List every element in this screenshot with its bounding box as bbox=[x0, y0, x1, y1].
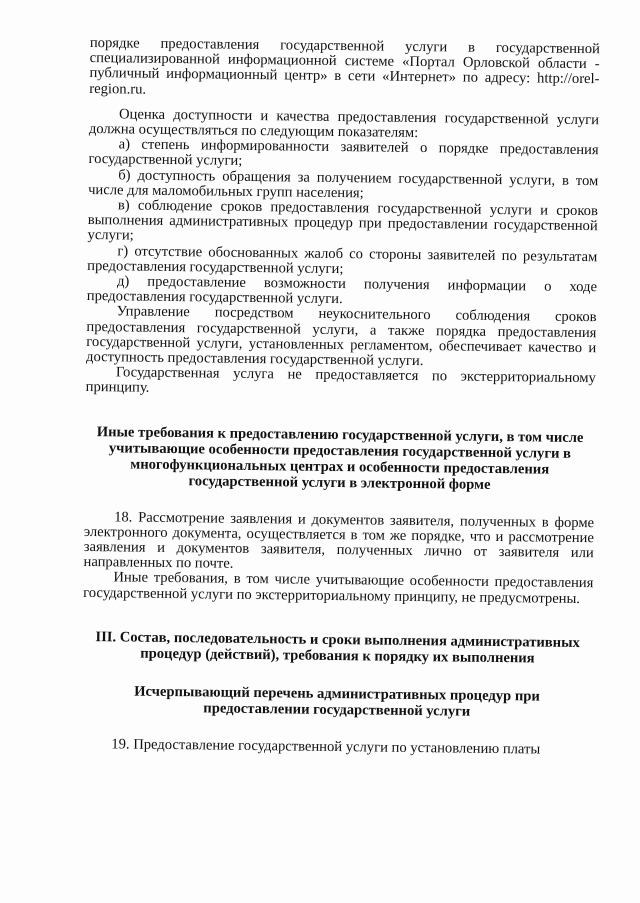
paragraph-indicator-v: в) соблюдение сроков предоставления государственной услуги и сроков выполнения административных процедур при предоставлении государственной услуги; bbox=[87, 197, 598, 244]
heading-section-3: III. Состав, последовательность и сроки выполнения административных процедур (действий), требования к порядку их выполнения bbox=[95, 629, 580, 667]
paragraph-extraterritorial: Государственная услуга не предоставляется по экстерриториальному принципу. bbox=[85, 364, 596, 397]
paragraph-indicator-b: б) доступность обращения за получением государственной услуги, в том числе для маломобильных групп населения; bbox=[88, 166, 599, 202]
paragraph-indicator-d: д) предоставление возможности получения информации о ходе предоставления государственной услуги. bbox=[86, 273, 598, 308]
document-body bbox=[81, 36, 600, 758]
heading-procedures-list: Исчерпывающий перечень административных процедур при предоставлении государственной услуги bbox=[134, 683, 540, 720]
paragraph-quality-assessment-intro: Оценка доступности и качества предоставления государственной услуги должна осуществляться по следующим показателям: bbox=[88, 106, 600, 142]
paragraph-other-requirements: Иные требования, в том числе учитывающие особенности предоставления государственной услуги по экстерриториальному принципу, не предусмотрены. bbox=[83, 569, 594, 607]
paragraph-portal-address: порядке предоставления государственной услуги в государственной специализированной информационной системе «Портал Орловской области - публичный информационный центр» в сети «Интернет» по адресу: http://orel-region.ru. bbox=[89, 35, 600, 98]
paragraph-management-quality: Управление посредством неукоснительного соблюдения сроков предоставления государственной услуги, а также порядка предоставления государственной услуги, установленных регламентом, обеспечивает качество и доступность предоставления государственной услуги. bbox=[85, 303, 597, 370]
paragraph-indicator-g: г) отсутствие обоснованных жалоб со стороны заявителей по результатам предоставления государственной услуги; bbox=[87, 242, 598, 277]
paragraph-item-19: 19. Предоставление государственной услуги по установлению платы bbox=[111, 736, 541, 758]
paragraph-item-18: 18. Рассмотрение заявления и документов заявителя, полученных в форме электронного документа, осуществляется в том же порядке, что и рассмотрение заявления и документов заявителя, полученных лично от заявителя или направленных по почте. bbox=[83, 509, 595, 573]
heading-other-requirements: Иные требования к предоставлению государственной услуги, в том числе учитывающие особенности предоставления государственной услуги в многофункциональных центрах и особенности предоставления государственной услуги в электронной форме bbox=[96, 423, 584, 493]
paragraph-indicator-a: а) степень информированности заявителей о порядке предоставления государственной услуги; bbox=[88, 136, 599, 170]
